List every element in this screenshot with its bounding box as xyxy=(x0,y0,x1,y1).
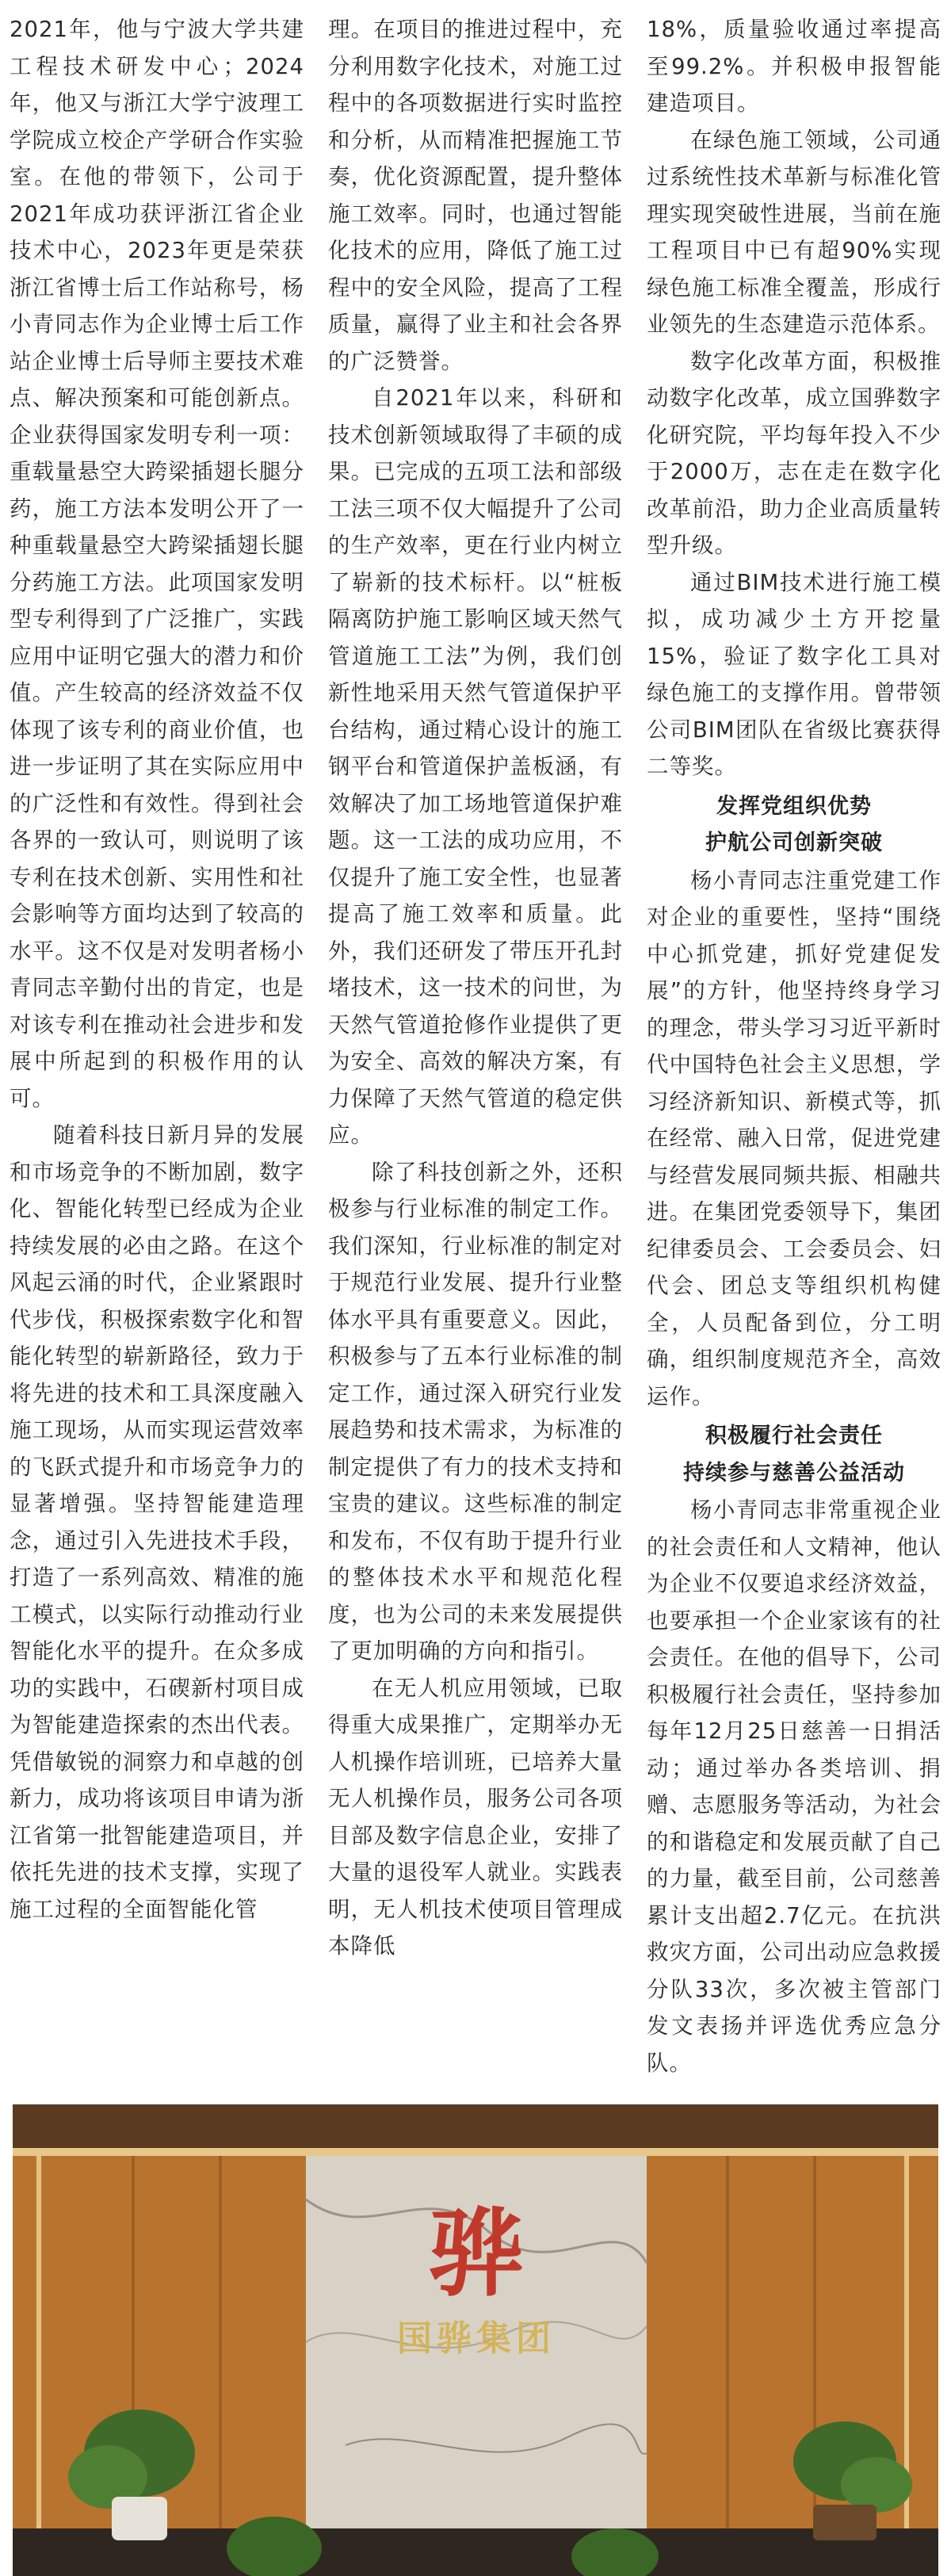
section-heading-charity-line2: 持续参与慈善公益活动 xyxy=(683,1460,905,1485)
paragraph: 除了科技创新之外，还积极参与行业标准的制定工作。我们深知，行业标准的制定对于规范行业发展、提升行业整体水平具有重要意义。因此，积极参与了五本行业标准的制定工作，通过深入研究行业发展趋势和技术需求，为标准的制定提供了有力的技术支持和宝贵的建议。这些标准的制定和发布，不仅有助于提升行业的整体技术水平和规范化程度，也为公司的未来发展提供了更加明确的方向和指引。 xyxy=(328,1159,623,1664)
ceiling-light-strip xyxy=(13,2148,938,2156)
paragraph: 理。在项目的推进过程中，充分利用数字化技术，对施工过程中的各项数据进行实时监控和分析，从而精准把握施工节奏，优化资源配置，提升整体施工效率。同时，也通过智能化技术的应用，降低了施工过程中的安全风险，提高了工程质量，赢得了业主和社会各界的广泛赞誉。 xyxy=(328,17,623,374)
section-heading-charity-line1: 积极履行社会责任 xyxy=(705,1424,883,1448)
paragraph: 在无人机应用领域，已取得重大成果推广，定期举办无人机操作培训班，已培养大量无人机操作员，服务公司各项目部及数字信息企业，安排了大量的退役军人就业。实践表明，无人机技术使项目管理成本降低 xyxy=(328,1675,623,1959)
paragraph: 18%，质量验收通过率提高至99.2%。并积极申报智能建造项目。 xyxy=(647,17,941,116)
company-logo: 骅 xyxy=(429,2198,524,2310)
paragraph: 随着科技日新月异的发展和市场竞争的不断加剧，数字化、智能化转型已经成为企业持续发展的必由之路。在这个风起云涌的时代，企业紧跟时代步伐，积极探索数字化和智能化转型的崭新路径，致力于将先进的技术和工具深度融入施工现场，从而实现运营效率的飞跃式提升和市场竞争力的显著增强。坚持智能建造理念，通过引入先进技术手段，打造了一系列高效、精准的施工模式，以实际行动推动行业智能化水平的提升。在众多成功的实践中，石碶新村项目成为智能建造探索的杰出代表。凭借敏锐的洞察力和卓越的创新力，成功将该项目申请为浙江省第一批智能建造项目，并依托先进的技术支撑，实现了施工过程的全面智能化管 xyxy=(10,1122,304,1922)
text-column-3 xyxy=(647,11,941,2100)
section-heading-party-line2: 护航公司创新突破 xyxy=(705,831,883,855)
paragraph: 2021年，他与宁波大学共建工程技术研发中心；2024年，他又与浙江大学宁波理工学院成立校企产学研合作实验室。在他的带领下，公司于2021年成功获评浙江省企业技术中心，2023年更是荣获浙江省博士后工作站称号，杨小青同志作为企业博士后工作站企业博士后导师主要技术难点、解决预案和可能创新点。企业获得国家发明专利一项：重载量悬空大跨梁插翅长腿分药，施工方法本发明公开了一种重载量悬空大跨梁插翅长腿分药施工方法。此项国家发明型专利得到了广泛推广，实践应用中证明它强大的潜力和价值。产生较高的经济效益不仅体现了该专利的商业价值，也进一步证明了其在实际应用中的广泛性和有效性。得到社会各界的一致认可，则说明了该专利在技术创新、实用性和社会影响等方面均达到了较高的水平。这不仅是对发明者杨小青同志辛勤付出的肯定，也是对该专利在推动社会进步和发展中所起到的积极作用的认可。 xyxy=(10,17,304,1111)
paragraph: 自2021年以来，科研和技术创新领域取得了丰硕的成果。已完成的五项工法和部级工法三项不仅大幅提升了公司的生产效率，更在行业内树立了崭新的技术标杆。以“桩板隔离防护施工影响区域天然气管道施工工法”为例，我们创新性地采用天然气管道保护平台结构，通过精心设计的施工钢平台和管道保护盖板涵，有效解决了加工场地管道保护难题。这一工法的成功应用，不仅提升了施工安全性，也显著提高了施工效率和质量。此外，我们还研发了带压开孔封堵技术，这一技术的问世，为天然气管道抢修作业提供了更为安全、高效的解决方案，有力保障了天然气管道的稳定供应。 xyxy=(328,385,623,1148)
section-heading-party-line1: 发挥党组织优势 xyxy=(716,793,872,819)
paragraph: 在绿色施工领域，公司通过系统性技术革新与标准化管理实现突破性进展，当前在施工程项目中已有超90%实现绿色施工标准全覆盖，形成行业领先的生态建造示范体系。 xyxy=(647,127,941,337)
paragraph: 数字化改革方面，积极推动数字化改革，成立国骅数字化研究院，平均每年投入不少于2000万，志在走在数字化改革前沿，助力企业高质量转型升级。 xyxy=(647,348,941,558)
lobby-illustration xyxy=(13,2104,938,2576)
paragraph: 杨小青同志注重党建工作对企业的重要性，坚持“围绕中心抓党建，抓好党建促发展”的方针，他坚持终身学习的理念，带头学习习近平新时代中国特色社会主义思想，学习经济新知识、新模式等，抓在经常、融入日常，促进党建与经营发展同频共振、相融共进。在集团党委领导下，集团纪律委员会、工会委员会、妇代会、团总支等组织机构健全，人员配备到位，分工明确，组织制度规范齐全，高效运作。 xyxy=(647,867,941,1409)
wall-light-left xyxy=(36,2156,41,2528)
paragraph: 杨小青同志非常重视企业的社会责任和人文精神，他认为企业不仅要追求经济效益，也要承担一个企业家该有的社会责任。在他的倡导下，公司积极履行社会责任，坚持参加每年12月25日慈善一日捐活动；通过举办各类培训、捐赠、志愿服务等活动，为社会的和谐稳定和发展贡献了自己的力量，截至目前，公司慈善累计支出超2.7亿元。在抗洪救灾方面，公司出动应急救援分队33次，多次被主管部门发文表扬并评选优秀应急分队。 xyxy=(647,1497,941,2076)
panel-line xyxy=(726,2156,729,2528)
lobby-photo xyxy=(13,2104,938,2576)
text-column-2 xyxy=(328,11,623,2100)
ceiling xyxy=(13,2104,938,2152)
panel-line xyxy=(219,2156,222,2528)
company-sign: 国骅集团 xyxy=(397,2318,556,2359)
text-column-1 xyxy=(10,11,304,2100)
paragraph: 通过BIM技术进行施工模拟，成功减少土方开挖量15%，验证了数字化工具对绿色施工的支撑作用。曾带领公司BIM团队在省级比赛获得二等奖。 xyxy=(647,569,941,779)
